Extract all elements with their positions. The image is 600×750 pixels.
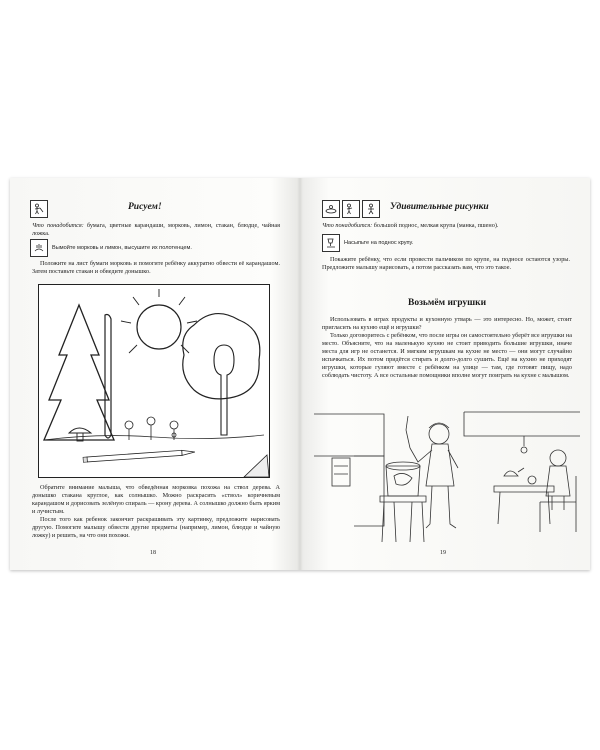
page-number: 18	[150, 550, 156, 556]
drawing-illustration	[38, 284, 270, 478]
note-text: Вымойте морковь и лимон, высушите их полотенцем.	[52, 245, 192, 251]
needs-list: бумага, цветные карандаши, морковь, лимон, стакан, блюдце, чайная ложка.	[32, 222, 280, 237]
paragraph: Обратите внимание малыша, что обведённая морковка похожа на ствол дерева. А донышко стакана круглое, как солнышко. Можно раскрасить «ствол» коричневым карандашом и дорисовать зелёную спираль — крону дерева. А солнышко должно быть ярким и лучистым.	[32, 484, 280, 515]
washing-hands-icon	[30, 239, 48, 257]
paragraph: После того как ребенок закончит раскрашивать эту картинку, предложите нарисовать другую. Помогите малышу обвести другие предметы (например, лимон, блюдце и чайную ложку) и решить, на что они похожи.	[32, 516, 280, 539]
intro-paragraph	[322, 256, 570, 272]
kitchen-illustration	[314, 406, 580, 546]
tray-icon	[322, 200, 340, 218]
needs-text	[322, 222, 570, 230]
child-drawing-icon	[342, 200, 360, 218]
needs-label: Что понадобится:	[32, 222, 84, 229]
needs-text	[32, 222, 280, 238]
note-row	[322, 234, 413, 252]
right-page	[300, 178, 590, 570]
child-drawing-icon	[30, 200, 48, 218]
needs-label: Что понадобится:	[322, 222, 373, 229]
body-text	[32, 484, 280, 540]
tree-sun-drawing	[39, 285, 269, 477]
title-icons	[322, 200, 380, 218]
girl-cooking-drawing	[314, 406, 580, 546]
body-text	[322, 316, 572, 380]
note-text: Насыпьте на поднос крупу.	[344, 240, 414, 246]
needs-list: большой поднос, мелкая крупа (манка, пшено).	[372, 222, 499, 229]
intro-paragraph	[32, 260, 280, 276]
page-number: 19	[440, 550, 446, 556]
note-row	[30, 239, 192, 257]
intro-text: Положите на лист бумаги морковь и помогите ребёнку аккуратно обвести её карандашом. Затем поставьте стакан и обведите донышко.	[32, 260, 280, 275]
section-title: Возьмём игрушки	[408, 298, 487, 308]
pouring-icon	[322, 234, 340, 252]
page-title: Удивительные рисунки	[390, 202, 489, 212]
paragraph: Только договоритесь с ребёнком, что после игры он самостоятельно уберёт все игрушки на место. Объясните, что на маленькую кухню не стоит приводить большие игрушки, иначе места для игр не останется. И мягким игрушкам на кухне не место — они могут случайно испачкаться. Их потом придётся стирать и долго-долго сушить. Ещё на кухню не приходят игрушки, которые гуляют вместе с ребёнком на улице — там, где готовят пищу, надо соблюдать чистоту. А все остальные помощники вполне могут поиграть на кухне с малышом.	[322, 332, 572, 379]
paragraph: Использовать в играх продукты и кухонную утварь — это интересно. Но, может, стоит пригласить на кухню ещё и игрушки?	[322, 316, 572, 331]
intro-text: Покажите ребёнку, что если провести пальчиком по крупе, на подносе остаются узоры. Предложите малышу нарисовать, а потом рассказать вам, что это такое.	[322, 256, 570, 271]
page-title: Рисуем!	[128, 202, 162, 212]
book-spread	[10, 178, 590, 570]
child-drawing-icon	[362, 200, 380, 218]
left-page	[10, 178, 300, 570]
